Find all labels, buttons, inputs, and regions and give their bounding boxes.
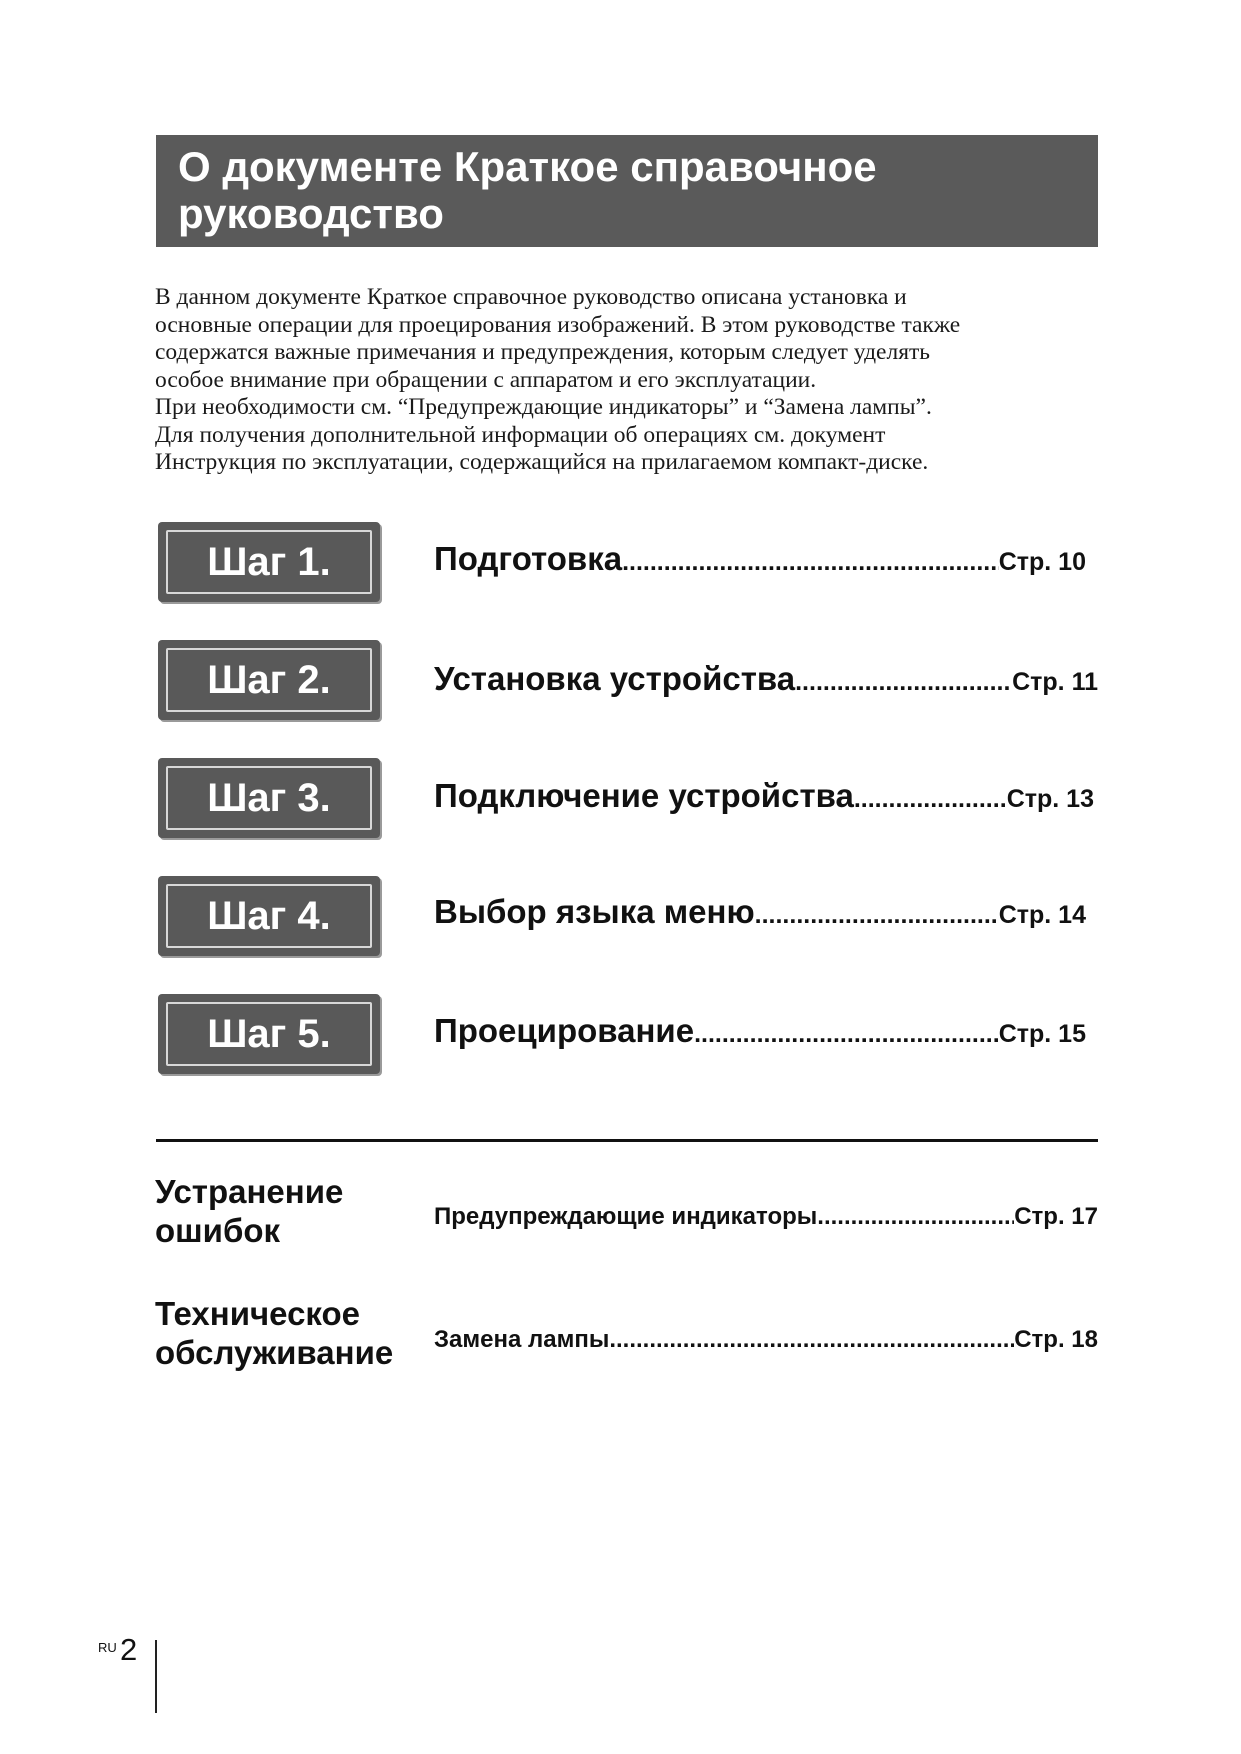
intro-line: основные операции для проецирования изображений. В этом руководстве также — [155, 311, 961, 338]
toc-leader-dots — [622, 548, 999, 577]
intro-line: Для получения дополнительной информации об операциях см. документ — [155, 421, 886, 448]
toc-entry-step-3[interactable] — [434, 777, 1094, 815]
toc-entry-step-4[interactable] — [434, 893, 1086, 931]
toc-entry-page: Стр. 17 — [1014, 1203, 1098, 1230]
intro-line: При необходимости см. “Предупреждающие индикаторы” и “Замена лампы”. — [155, 394, 932, 420]
toc-entry-page: Стр. 14 — [998, 901, 1086, 929]
toc-entry-page: Стр. 10 — [998, 548, 1086, 576]
toc-leader-dots — [795, 668, 1012, 697]
section-label-line: Техническое — [155, 1295, 361, 1332]
section-label-line: Устранение — [155, 1173, 344, 1210]
page-title-line-2: руководство — [178, 190, 444, 237]
step-3-badge-label: Шаг 3. — [166, 766, 372, 830]
toc-entry-page: Стр. 13 — [1006, 785, 1094, 813]
step-2-badge-label: Шаг 2. — [166, 648, 372, 712]
toc-entry-step-5[interactable] — [434, 1012, 1086, 1050]
toc-entry-title: Установка устройства — [434, 660, 796, 697]
footer-vertical-rule — [155, 1640, 157, 1713]
step-4-badge-label: Шаг 4. — [166, 884, 372, 948]
toc-leader-dots — [755, 901, 999, 930]
toc-leader-dots — [694, 1020, 999, 1049]
footer-page-number: 2 — [120, 1632, 138, 1667]
section-label-maintenance — [155, 1294, 393, 1372]
section-label-line: ошибок — [155, 1212, 281, 1249]
toc-entry-page: Стр. 15 — [998, 1020, 1086, 1048]
intro-line: содержатся важные примечания и предупреждения, которым следует уделять — [155, 339, 930, 365]
step-5-badge — [158, 994, 380, 1074]
intro-line: особое внимание при обращении с аппаратом и его эксплуатации. — [155, 366, 817, 393]
toc-entry-warning-indicators[interactable] — [434, 1203, 1098, 1231]
toc-entry-title: Выбор языка меню — [434, 893, 755, 930]
section-divider — [156, 1139, 1098, 1142]
step-1-badge — [158, 522, 380, 602]
toc-entry-lamp-replacement[interactable] — [434, 1326, 1098, 1354]
intro-line: В данном документе Краткое справочное руководство описана установка и — [155, 284, 907, 310]
intro-paragraph — [155, 284, 1105, 477]
step-3-badge — [158, 758, 380, 838]
step-4-badge — [158, 876, 380, 956]
toc-entry-title: Подключение устройства — [434, 777, 854, 814]
toc-leader-dots — [854, 785, 1007, 814]
toc-leader-dots — [609, 1326, 1014, 1354]
step-2-badge — [158, 640, 380, 720]
step-5-badge-label: Шаг 5. — [166, 1002, 372, 1066]
toc-entry-title: Проецирование — [434, 1012, 695, 1049]
toc-entry-page: Стр. 18 — [1014, 1326, 1098, 1353]
toc-entry-step-1[interactable] — [434, 540, 1086, 578]
toc-entry-title: Предупреждающие индикаторы — [434, 1203, 818, 1230]
section-label-troubleshooting — [155, 1172, 343, 1250]
footer-language-code: RU — [98, 1640, 117, 1655]
page-title-bar — [156, 135, 1098, 247]
step-1-badge-label: Шаг 1. — [166, 530, 372, 594]
section-label-line: обслуживание — [155, 1334, 394, 1371]
toc-entry-page: Стр. 11 — [1012, 668, 1098, 696]
toc-entry-title: Подготовка — [434, 540, 623, 577]
intro-line: Инструкция по эксплуатации, содержащийся на прилагаемом компакт-диске. — [155, 449, 929, 475]
page-title-line-1: О документе Краткое справочное — [178, 143, 877, 190]
toc-leader-dots — [817, 1203, 1014, 1231]
toc-entry-step-2[interactable] — [434, 660, 1098, 698]
toc-entry-title: Замена лампы — [434, 1326, 610, 1353]
